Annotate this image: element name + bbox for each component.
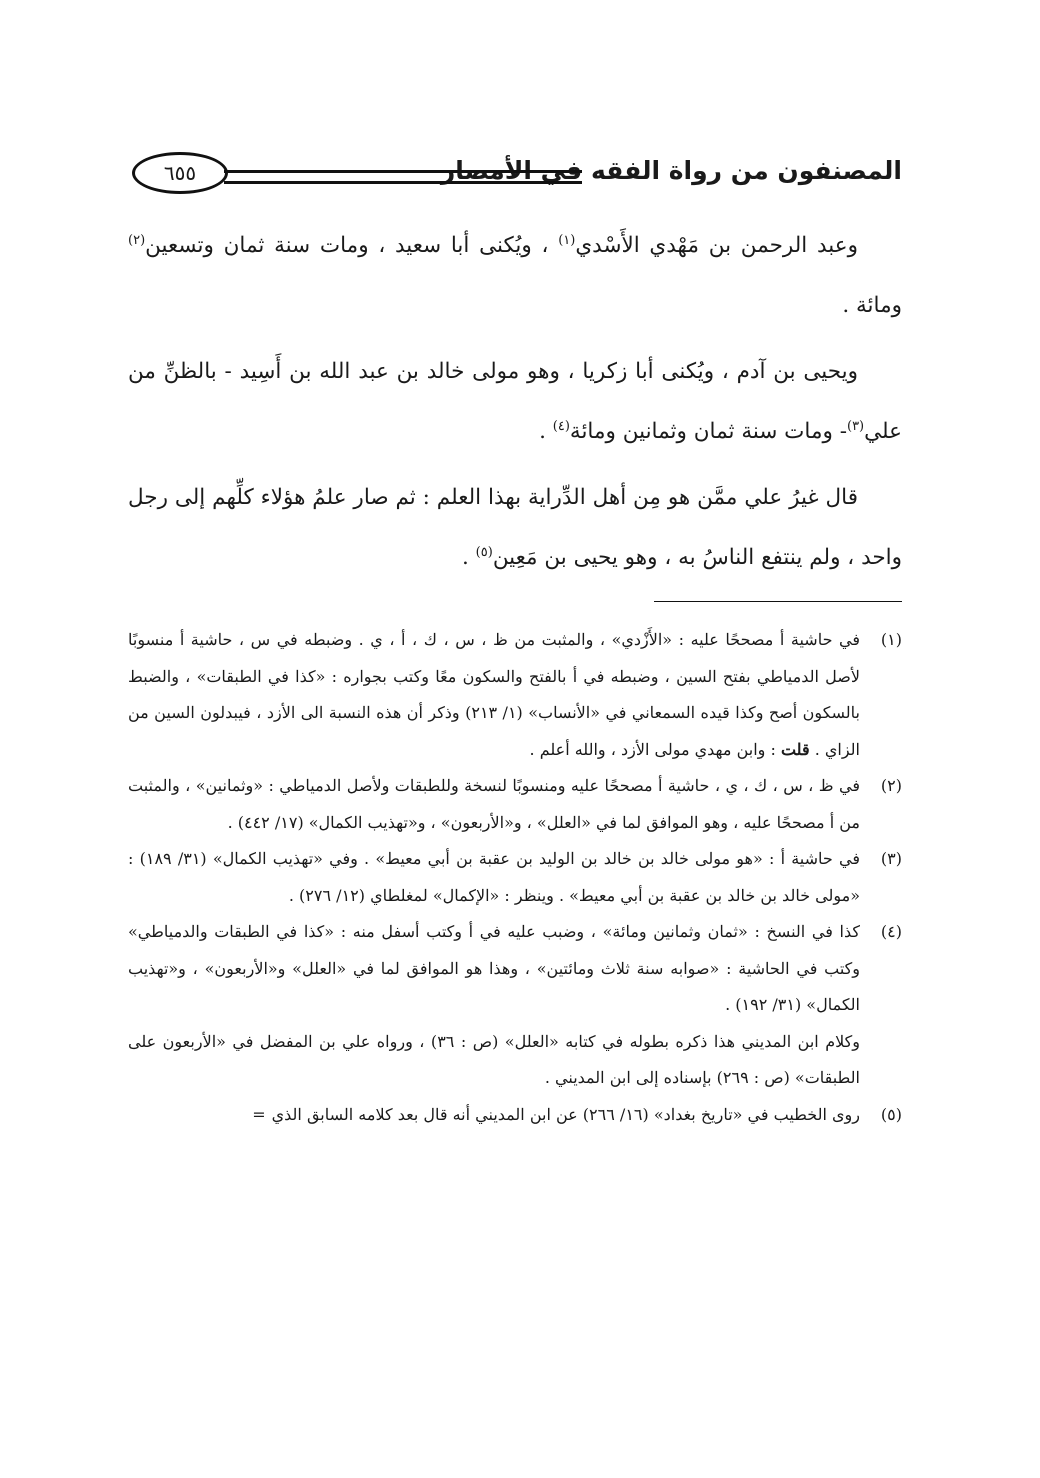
footnote-2 [128, 768, 902, 841]
footnote-1-qult: قلت [780, 739, 810, 759]
footnote-ref-2: (٢) [128, 232, 146, 248]
footnote-1-text-b: : وابن مهدي مولى الأزد ، والله أعلم . [529, 739, 776, 759]
footnote-5-text: روى الخطيب في «تاريخ بغداد» (١٦/ ٢٦٦) عن ابن المديني أنه قال بعد كلامه السابق الذي [271, 1104, 860, 1124]
paragraph-1-text-a: وعبد الرحمن بن مَهْدي الأَسْدي [575, 233, 858, 258]
footnote-5 [128, 1097, 902, 1134]
footnote-3 [128, 841, 902, 914]
page-number: ٦٥٥ [132, 152, 228, 194]
paragraph-1 [128, 216, 902, 336]
footnote-4-text: كذا في النسخ : «ثمان وثمانين ومائة» ، وضبب عليه في أ وكتب أسفل منه : «كذا في الطبقات والدمياطي» وكتب في الحاشية : «صوابه سنة ثلاث ومائتين» ، وهذا هو الموافق لما في «العلل» و«الأربعون» ، و«تهذيب الكمال» (٣١/ ١٩٢) . [128, 922, 861, 1014]
header-double-rule [224, 170, 582, 184]
continuation-mark: = [252, 1104, 266, 1124]
main-text [128, 216, 902, 588]
paragraph-3-text-b: . [461, 545, 469, 570]
footnote-1-text-a: في حاشية أ مصححًا عليه : «الأَزْدي» ، والمثبت من ظ ، س ، ك ، أ ، ي . وضبطه في س ، حاشية أ منسوبًا لأصل الدمياطي بفتح السين ، وضبطه في أ بالفتح والسكون معًا وكتب بجواره : «كذا في الطبقات» ، والضبط بالسكون أصح وكذا قيده السمعاني في «الأنساب» (١/ ٢١٣) وذكر أن هذه النسبة الى الأزد ، فيبدلون السين من الزاي . [128, 630, 861, 759]
header-title: المصنفون من رواة الفقه في الأمصار [440, 156, 902, 185]
footnotes [128, 622, 902, 1133]
paragraph-1-text-c: ومائة . [842, 293, 902, 318]
paragraph-2-text-a: ويحيى بن آدم ، ويُكنى أبا زكريا ، وهو مولى خالد بن عبد الله بن أَسِيد - بالظنِّ من علي [128, 359, 902, 444]
footnote-4 [128, 914, 902, 1024]
footnote-1 [128, 622, 902, 768]
footnote-5-number: (٥) [880, 1104, 902, 1124]
footnote-separator [654, 601, 902, 602]
footnote-ref-1: (١) [558, 232, 576, 248]
running-header [128, 150, 902, 212]
footnote-1-number: (١) [880, 630, 902, 649]
paragraph-3 [128, 468, 902, 588]
footnote-ref-5: (٥) [475, 544, 493, 560]
footnote-ref-4: (٤) [552, 418, 570, 434]
footnote-3-text: في حاشية أ : «هو مولى خالد بن خالد بن الوليد بن عقبة بن أبي معيط» . وفي «تهذيب الكمال» (٣١/ ١٨٩) : «مولى خالد بن خالد بن عقبة بن أبي معيط» . وينظر : «الإكمال» لمغلطاي (١٢/ ٢٧٦) . [128, 849, 860, 905]
paragraph-1-text-b: ، ويُكنى أبا سعيد ، ومات سنة ثمان وتسعين [145, 233, 549, 258]
footnote-ref-3: (٣) [846, 418, 865, 434]
paragraph-2-text-b: - ومات سنة ثمان وثمانين ومائة [569, 419, 847, 444]
footnote-2-text: في ظ ، س ، ك ، ي ، حاشية أ مصححًا عليه ومنسوبًا لنسخة وللطبقات ولأصل الدمياطي : «وثمانين» ، والمثبت من أ مصححًا عليه ، وهو الموافق لما في «العلل» ، و«الأربعون» ، و«تهذيب الكمال» (١٧/ ٤٤٢) . [128, 776, 860, 832]
footnote-4-number: (٤) [880, 922, 902, 941]
paragraph-2-text-c: . [539, 419, 546, 444]
paragraph-2 [128, 342, 902, 462]
paragraph-3-text-a: قال غيرُ علي ممَّن هو مِن أهل الدِّراية بهذا العلم : ثم صار علمُ هؤلاء كلِّهم إلى رجل واحد ، ولم ينتفع الناسُ به ، وهو يحيى بن مَعِين [128, 485, 902, 570]
footnote-2-number: (٢) [880, 776, 902, 795]
footnote-3-number: (٣) [880, 849, 902, 868]
footnote-4-continuation: وكلام ابن المديني هذا ذكره بطوله في كتابه «العلل» (ص : ٣٦) ، ورواه علي بن المفضل في «الأربعون على الطبقات» (ص : ٢٦٩) بإسناده إلى ابن المديني . [128, 1031, 861, 1087]
